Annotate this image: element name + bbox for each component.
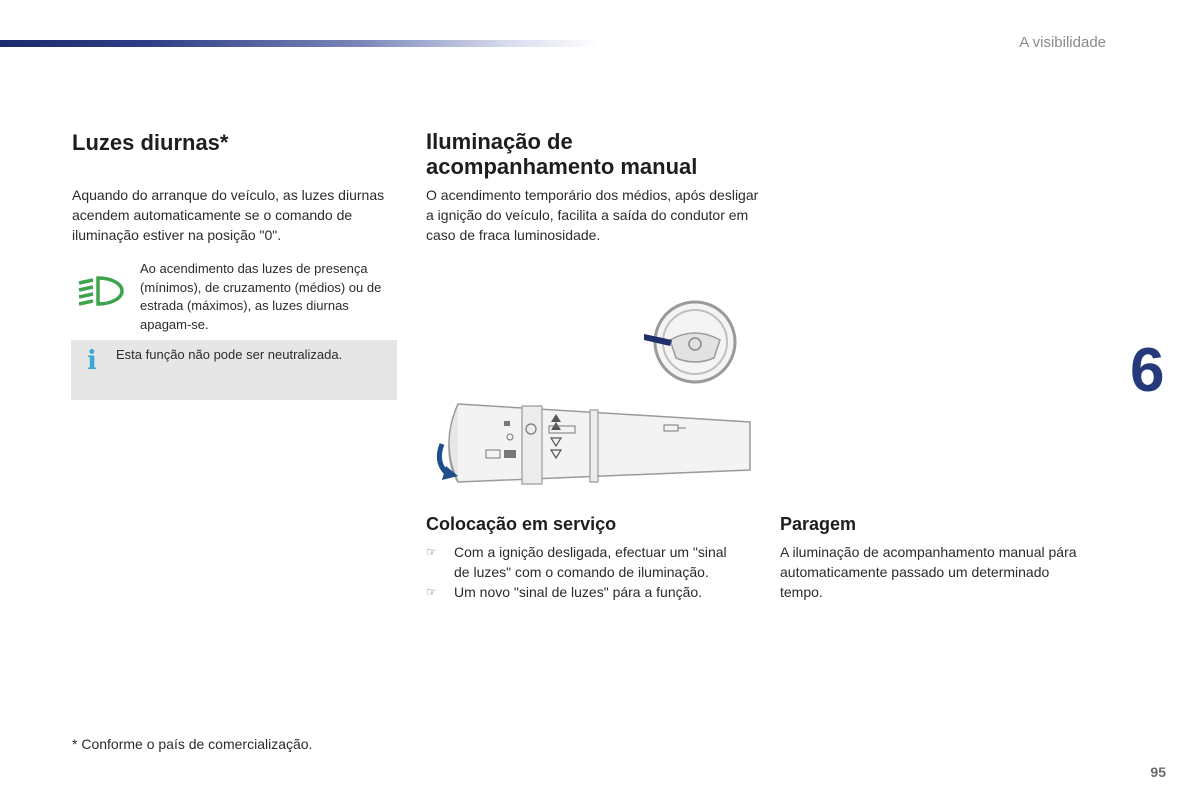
header-gradient-bar xyxy=(0,40,600,47)
stopping-title: Paragem xyxy=(780,514,857,534)
activation-step xyxy=(426,542,736,582)
info-box xyxy=(71,340,397,400)
daytime-lights-paragraph: Aquando do arranque do veículo, as luzes diurnas acendem automaticamente se o comando de iluminação estiver na posição "0". xyxy=(72,187,385,243)
activation-title: Colocação em serviço xyxy=(426,514,617,534)
lighting-stalk-illustration xyxy=(420,392,754,488)
daytime-lights-title: Luzes diurnas* xyxy=(72,130,229,155)
pointing-hand-icon: ☞ xyxy=(426,545,437,559)
activation-step-text: Com a ignição desligada, efectuar um "sinal de luzes" com o comando de iluminação. xyxy=(454,544,727,580)
follow-me-home-paragraph: O acendimento temporário dos médios, após desligar a ignição do veículo, facilita a saída do condutor em caso de fraca luminosidade. xyxy=(426,187,759,243)
steering-wheel-illustration xyxy=(640,296,740,388)
lamp-note-text: Ao acendimento das luzes de presença (mínimos), de cruzamento (médios) ou de estrada (máximos), as luzes diurnas apagam-se. xyxy=(140,261,382,332)
lowbeam-lamp-icon xyxy=(76,274,126,308)
stopping-paragraph: A iluminação de acompanhamento manual pára automaticamente passado um determinado tempo. xyxy=(780,544,1077,600)
info-text: Esta função não pode ser neutralizada. xyxy=(116,347,343,362)
chapter-number: 6 xyxy=(1130,336,1165,405)
section-title: A visibilidade xyxy=(1019,34,1106,51)
pointing-hand-icon: ☞ xyxy=(426,585,437,599)
follow-me-home-title: Iluminação de acompanhamento manual xyxy=(426,129,698,179)
page-number: 95 xyxy=(1150,764,1166,780)
activation-step xyxy=(426,582,736,602)
info-icon: i xyxy=(87,346,97,376)
footnote: * Conforme o país de comercialização. xyxy=(72,736,313,752)
activation-step-text: Um novo "sinal de luzes" pára a função. xyxy=(454,584,703,600)
activation-steps xyxy=(426,542,736,602)
